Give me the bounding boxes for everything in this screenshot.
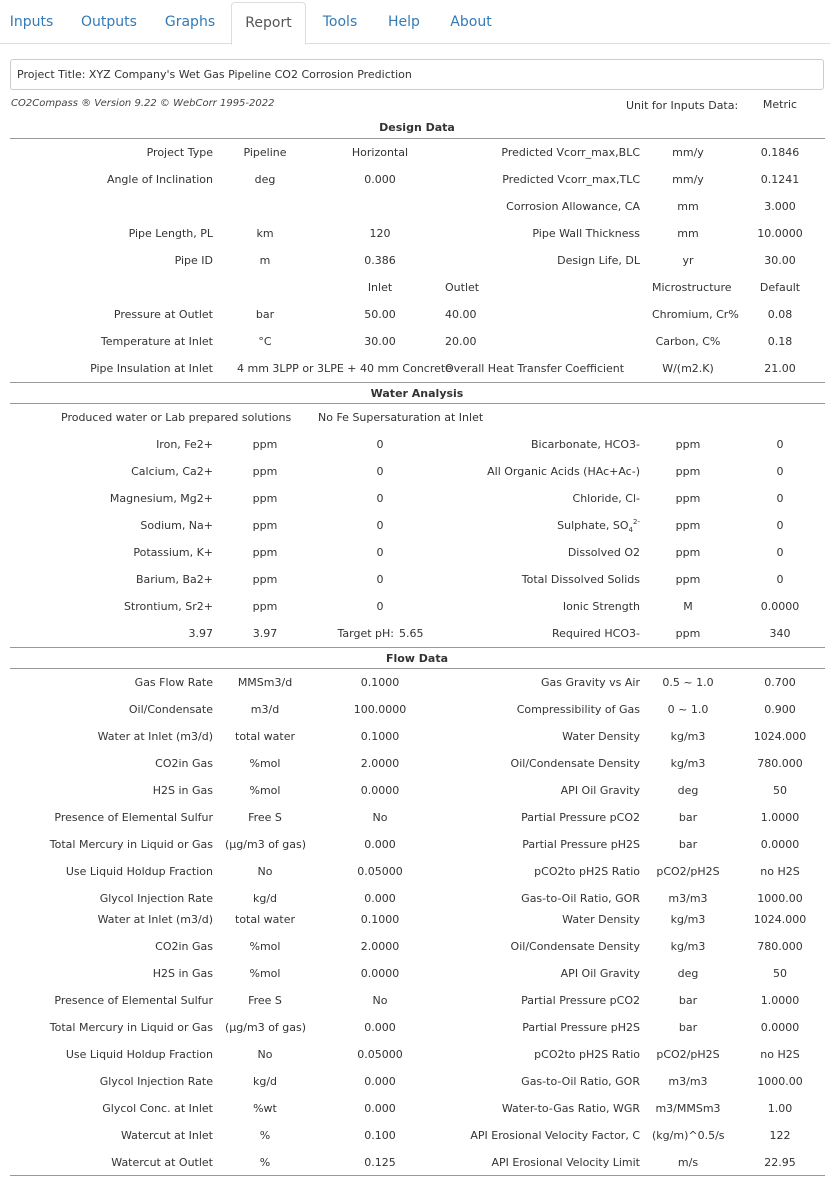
water-row: [0, 572, 830, 599]
divider: [10, 647, 825, 648]
design-row: [0, 307, 830, 334]
flow-cell: 1.00: [767, 1102, 793, 1115]
flow-cell: Free S: [248, 811, 282, 824]
flow-cell: deg: [677, 967, 699, 980]
flow-row: [0, 729, 830, 756]
flow-cell: MMSm3/d: [237, 676, 293, 689]
water-cell: 0: [376, 519, 384, 532]
flow-cell: m3/MMSm3: [655, 1102, 721, 1115]
flow-cell: 0.1000: [360, 676, 400, 689]
water-cell: 0: [776, 492, 784, 505]
design-cell: W/(m2.K): [662, 362, 714, 375]
design-data-title: Design Data: [379, 121, 455, 134]
design-cell: 0.1846: [760, 146, 800, 159]
flow-cell: %: [259, 1129, 271, 1142]
design-cell: Temperature at Inlet: [100, 335, 213, 348]
flow-cell: Use Liquid Holdup Fraction: [65, 865, 213, 878]
design-cell: Outlet: [445, 281, 480, 294]
flow-cell: Compressibility of Gas: [516, 703, 640, 716]
fe-supersaturation-label: No Fe Supersaturation at Inlet: [318, 411, 484, 424]
water-cell: Bicarbonate, HCO3-: [531, 438, 640, 451]
flow-row: [0, 1047, 830, 1074]
flow-cell: kg/m3: [670, 940, 706, 953]
flow-cell: 122: [769, 1129, 791, 1142]
water-cell: ppm: [675, 465, 701, 478]
flow-cell: 0.0000: [360, 784, 400, 797]
flow-cell: 2.0000: [360, 757, 400, 770]
design-cell: yr: [682, 254, 694, 267]
design-cell: 0.08: [767, 308, 793, 321]
report-tabs: [0, 0, 830, 44]
design-row: [0, 172, 830, 199]
flow-cell: No: [372, 994, 388, 1007]
flow-cell: Oil/Condensate Density: [510, 940, 640, 953]
flow-cell: no H2S: [760, 865, 800, 878]
flow-row: [0, 837, 830, 864]
design-cell: km: [256, 227, 274, 240]
flow-cell: Gas Gravity vs Air: [540, 676, 640, 689]
design-cell: 120: [369, 227, 391, 240]
flow-cell: bar: [678, 811, 698, 824]
design-cell: Carbon, C%: [655, 335, 721, 348]
flow-cell: CO2in Gas: [155, 940, 213, 953]
flow-cell: (µg/m3 of gas): [225, 838, 307, 851]
flow-cell: %wt: [253, 1102, 277, 1115]
design-row: [0, 145, 830, 172]
flow-row: [0, 1101, 830, 1128]
tab-inputs[interactable]: Inputs: [9, 14, 54, 30]
water-cell: Strontium, Sr2+: [123, 600, 213, 613]
flow-cell: Presence of Elemental Sulfur: [54, 811, 213, 824]
design-cell: 30.00: [764, 254, 796, 267]
tab-report[interactable]: Report: [231, 2, 306, 45]
flow-row: [0, 864, 830, 891]
flow-cell: Glycol Conc. at Inlet: [102, 1102, 213, 1115]
flow-cell: m3/m3: [668, 1075, 708, 1088]
design-cell: 0.18: [767, 335, 793, 348]
water-analysis-title: Water Analysis: [370, 387, 464, 400]
flow-row: [0, 783, 830, 810]
flow-data-table: [0, 675, 830, 918]
water-cell: Total Dissolved Solids: [521, 573, 640, 586]
flow-data-title: Flow Data: [385, 652, 449, 665]
flow-cell: m3/d: [250, 703, 280, 716]
design-cell: 50.00: [364, 308, 396, 321]
flow-cell: (kg/m)^0.5/s: [652, 1129, 725, 1142]
water-cell: Dissolved O2: [567, 546, 640, 559]
divider: [10, 403, 825, 404]
version-text: CO2Compass ® Version 9.22 © WebCorr 1995-2022: [11, 98, 275, 109]
water-row: [0, 464, 830, 491]
design-cell: mm: [677, 227, 699, 240]
flow-cell: Partial Pressure pCO2: [521, 811, 640, 824]
water-row: [0, 599, 830, 626]
flow-cell: total water: [235, 730, 295, 743]
flow-row: [0, 1020, 830, 1047]
flow-row: [0, 675, 830, 702]
water-row: [0, 491, 830, 518]
required-hco3-value: 340: [769, 627, 791, 640]
flow-cell: API Oil Gravity: [560, 967, 640, 980]
flow-cell: kg/d: [252, 892, 278, 905]
flow-row: [0, 1128, 830, 1155]
design-cell: 10.0000: [757, 227, 803, 240]
design-cell: Pipeline: [243, 146, 287, 159]
flow-cell: 0.0000: [760, 1021, 800, 1034]
flow-cell: %mol: [249, 784, 281, 797]
water-cell: Iron, Fe2+: [156, 438, 213, 451]
flow-cell: 1024.000: [753, 913, 807, 926]
water-row: [0, 545, 830, 572]
flow-cell: Oil/Condensate: [128, 703, 213, 716]
flow-cell: Gas-to-Oil Ratio, GOR: [521, 1075, 640, 1088]
flow-cell: kg/m3: [670, 913, 706, 926]
flow-cell: Water Density: [562, 730, 640, 743]
divider: [10, 382, 825, 383]
design-cell: Pipe Length, PL: [128, 227, 213, 240]
design-cell: Default: [759, 281, 801, 294]
flow-cell: kg/d: [252, 1075, 278, 1088]
design-cell: 30.00: [364, 335, 396, 348]
flow-cell: bar: [678, 1021, 698, 1034]
design-cell: mm/y: [672, 173, 704, 186]
flow-cell: CO2in Gas: [155, 757, 213, 770]
target-ph-value: 5.65: [399, 627, 424, 640]
design-cell: Predicted Vcorr_max,TLC: [502, 173, 640, 186]
flow-cell: 1.0000: [760, 994, 800, 1007]
flow-data-table-continued: [0, 912, 830, 1182]
tab-tools[interactable]: Tools: [322, 14, 358, 30]
design-cell: Chromium, Cr%: [652, 308, 739, 321]
water-cell: 0.0000: [760, 600, 800, 613]
design-cell: Angle of Inclination: [106, 173, 213, 186]
water-cell: ppm: [252, 465, 278, 478]
tab-about[interactable]: About: [450, 14, 492, 30]
design-cell: Pipe Insulation at Inlet: [90, 362, 213, 375]
design-cell: Design Life, DL: [557, 254, 640, 267]
flow-cell: Water at Inlet (m3/d): [97, 730, 213, 743]
design-cell: 21.00: [764, 362, 796, 375]
flow-cell: Water Density: [562, 913, 640, 926]
flow-cell: %mol: [249, 967, 281, 980]
flow-cell: Total Mercury in Liquid or Gas: [49, 1021, 213, 1034]
water-cell: 0: [776, 438, 784, 451]
flow-cell: No: [257, 1048, 273, 1061]
flow-cell: 0.125: [364, 1156, 396, 1169]
flow-cell: kg/m3: [670, 757, 706, 770]
tab-outputs[interactable]: Outputs: [81, 14, 137, 30]
flow-cell: Oil/Condensate Density: [510, 757, 640, 770]
design-cell: Microstructure: [652, 281, 732, 294]
flow-cell: 0.100: [364, 1129, 396, 1142]
flow-cell: Partial Pressure pH2S: [522, 1021, 640, 1034]
design-row: [0, 334, 830, 361]
design-cell: Corrosion Allowance, CA: [506, 200, 640, 213]
design-cell: Inlet: [367, 281, 393, 294]
flow-cell: 0.05000: [357, 1048, 403, 1061]
flow-row: [0, 702, 830, 729]
design-cell: 0.1241: [760, 173, 800, 186]
water-cell: 0: [376, 573, 384, 586]
flow-row: [0, 939, 830, 966]
water-cell: ppm: [252, 519, 278, 532]
ph-row: [0, 626, 830, 653]
water-row: [0, 518, 830, 545]
flow-cell: Gas-to-Oil Ratio, GOR: [521, 892, 640, 905]
flow-cell: Total Mercury in Liquid or Gas: [49, 838, 213, 851]
design-row: [0, 253, 830, 280]
flow-cell: 0.000: [364, 1021, 396, 1034]
flow-cell: pCO2to pH2S Ratio: [534, 1048, 640, 1061]
design-cell: 20.00: [445, 335, 477, 348]
water-cell: Sodium, Na+: [140, 519, 213, 532]
water-cell: Potassium, K+: [133, 546, 213, 559]
flow-cell: 0.900: [764, 703, 796, 716]
water-cell: ppm: [675, 438, 701, 451]
design-row: [0, 199, 830, 226]
design-cell: Predicted Vcorr_max,BLC: [501, 146, 640, 159]
flow-cell: 0.0000: [360, 967, 400, 980]
water-cell: ppm: [675, 546, 701, 559]
flow-cell: kg/m3: [670, 730, 706, 743]
flow-cell: No: [372, 811, 388, 824]
flow-cell: 100.0000: [353, 703, 407, 716]
flow-cell: total water: [235, 913, 295, 926]
sulphate-subscript: 4: [628, 526, 634, 534]
flow-cell: pCO2/pH2S: [656, 1048, 720, 1061]
flow-cell: API Erosional Velocity Limit: [491, 1156, 640, 1169]
water-cell: ppm: [675, 573, 701, 586]
water-analysis-table: [0, 437, 830, 626]
flow-row: [0, 1155, 830, 1182]
design-cell: °C: [258, 335, 272, 348]
flow-cell: 0.05000: [357, 865, 403, 878]
flow-cell: 0.000: [364, 1075, 396, 1088]
required-hco3-label: Required HCO3-: [551, 627, 640, 640]
design-cell: 3.000: [764, 200, 796, 213]
flow-cell: Water-to-Gas Ratio, WGR: [501, 1102, 640, 1115]
water-cell: Magnesium, Mg2+: [109, 492, 213, 505]
design-cell: 4 mm 3LPP or 3LPE + 40 mm Concrete: [237, 362, 452, 375]
water-cell: 0: [376, 546, 384, 559]
flow-cell: 50: [773, 784, 787, 797]
design-row: [0, 280, 830, 307]
tab-graphs[interactable]: Graphs: [164, 14, 216, 30]
flow-cell: Watercut at Inlet: [120, 1129, 213, 1142]
flow-cell: no H2S: [760, 1048, 800, 1061]
flow-row: [0, 993, 830, 1020]
design-cell: deg: [254, 173, 276, 186]
flow-cell: 780.000: [757, 757, 803, 770]
flow-cell: m/s: [677, 1156, 699, 1169]
design-row: [0, 361, 830, 388]
water-source-label: Produced water or Lab prepared solutions: [61, 411, 292, 424]
design-cell: bar: [255, 308, 275, 321]
flow-cell: bar: [678, 838, 698, 851]
flow-cell: 2.0000: [360, 940, 400, 953]
flow-cell: Watercut at Outlet: [111, 1156, 213, 1169]
project-title-field[interactable]: Project Title: XYZ Company's Wet Gas Pipeline CO2 Corrosion Prediction: [10, 59, 824, 90]
water-cell: 0: [776, 519, 784, 532]
ph-value-b: 3.97: [252, 627, 278, 640]
water-cell: Calcium, Ca2+: [131, 465, 213, 478]
flow-cell: Glycol Injection Rate: [99, 1075, 213, 1088]
unit-label: Unit for Inputs Data:: [626, 99, 739, 112]
flow-cell: %mol: [249, 940, 281, 953]
water-row: [0, 437, 830, 464]
water-cell: 0: [776, 546, 784, 559]
design-cell: mm/y: [672, 146, 704, 159]
water-cell: 0: [376, 600, 384, 613]
design-cell: mm: [677, 200, 699, 213]
flow-cell: pCO2to pH2S Ratio: [534, 865, 640, 878]
water-cell: ppm: [675, 492, 701, 505]
flow-cell: Gas Flow Rate: [134, 676, 213, 689]
design-cell: Pipe ID: [174, 254, 213, 267]
required-hco3-unit: ppm: [675, 627, 701, 640]
design-cell: 0.386: [364, 254, 396, 267]
flow-cell: 0.000: [364, 1102, 396, 1115]
water-cell: All Organic Acids (HAc+Ac-): [487, 465, 640, 478]
flow-cell: Glycol Injection Rate: [99, 892, 213, 905]
design-cell: 40.00: [445, 308, 477, 321]
water-cell: 0: [376, 465, 384, 478]
water-cell: 0: [776, 465, 784, 478]
water-cell: ppm: [252, 492, 278, 505]
flow-cell: H2S in Gas: [152, 967, 213, 980]
unit-value: Metric: [762, 98, 798, 111]
flow-cell: 0.000: [364, 892, 396, 905]
flow-cell: H2S in Gas: [152, 784, 213, 797]
flow-cell: 0.000: [364, 838, 396, 851]
flow-cell: 0.1000: [360, 913, 400, 926]
design-cell: Horizontal: [351, 146, 409, 159]
flow-cell: m3/m3: [668, 892, 708, 905]
flow-cell: Presence of Elemental Sulfur: [54, 994, 213, 1007]
target-ph-label: Target pH:: [337, 627, 394, 640]
flow-cell: API Erosional Velocity Factor, C: [470, 1129, 640, 1142]
flow-cell: 1000.00: [757, 892, 803, 905]
design-cell: Pipe Wall Thickness: [532, 227, 640, 240]
water-cell: ppm: [252, 573, 278, 586]
water-cell: ppm: [252, 546, 278, 559]
water-cell: ppm: [252, 438, 278, 451]
flow-cell: 22.95: [764, 1156, 796, 1169]
flow-row: [0, 912, 830, 939]
water-cell: ppm: [675, 519, 701, 532]
flow-cell: 1024.000: [753, 730, 807, 743]
flow-cell: No: [257, 865, 273, 878]
water-cell: Ionic Strength: [562, 600, 640, 613]
flow-cell: Free S: [248, 994, 282, 1007]
flow-cell: Use Liquid Holdup Fraction: [65, 1048, 213, 1061]
water-cell: ppm: [252, 600, 278, 613]
divider: [10, 138, 825, 139]
divider: [10, 1175, 825, 1176]
sulphate-superscript: 2-: [633, 518, 640, 526]
design-cell: m: [259, 254, 271, 267]
flow-cell: Water at Inlet (m3/d): [97, 913, 213, 926]
flow-cell: 0.5 ~ 1.0: [662, 676, 714, 689]
flow-row: [0, 966, 830, 993]
water-cell: 0: [376, 492, 384, 505]
flow-cell: API Oil Gravity: [560, 784, 640, 797]
design-row: [0, 226, 830, 253]
flow-cell: Partial Pressure pCO2: [521, 994, 640, 1007]
flow-cell: 50: [773, 967, 787, 980]
flow-cell: 0.0000: [760, 838, 800, 851]
flow-cell: 1000.00: [757, 1075, 803, 1088]
flow-row: [0, 756, 830, 783]
flow-cell: %mol: [249, 757, 281, 770]
flow-cell: 0.1000: [360, 730, 400, 743]
flow-row: [0, 810, 830, 837]
flow-cell: 0.700: [764, 676, 796, 689]
ph-value-a: 3.97: [188, 627, 213, 640]
water-cell: Sulphate, $SO4^{2-}$: [557, 518, 640, 534]
flow-cell: (µg/m3 of gas): [225, 1021, 307, 1034]
flow-row: [0, 1074, 830, 1101]
flow-cell: Partial Pressure pH2S: [522, 838, 640, 851]
flow-cell: %: [259, 1156, 271, 1169]
water-cell: Barium, Ba2+: [135, 573, 213, 586]
flow-cell: bar: [678, 994, 698, 1007]
design-cell: Project Type: [146, 146, 213, 159]
flow-cell: 780.000: [757, 940, 803, 953]
water-cell: M: [683, 600, 693, 613]
water-cell: Chloride, Cl-: [572, 492, 640, 505]
flow-cell: 0 ~ 1.0: [667, 703, 709, 716]
water-cell: 0: [776, 573, 784, 586]
design-cell: Pressure at Outlet: [113, 308, 213, 321]
divider: [10, 668, 825, 669]
design-cell: 0.000: [364, 173, 396, 186]
design-data-table: [0, 145, 830, 388]
flow-cell: pCO2/pH2S: [656, 865, 720, 878]
design-cell: Overall Heat Transfer Coefficient: [445, 362, 625, 375]
flow-cell: 1.0000: [760, 811, 800, 824]
flow-cell: deg: [677, 784, 699, 797]
tab-help[interactable]: Help: [388, 14, 420, 30]
water-cell: 0: [376, 438, 384, 451]
